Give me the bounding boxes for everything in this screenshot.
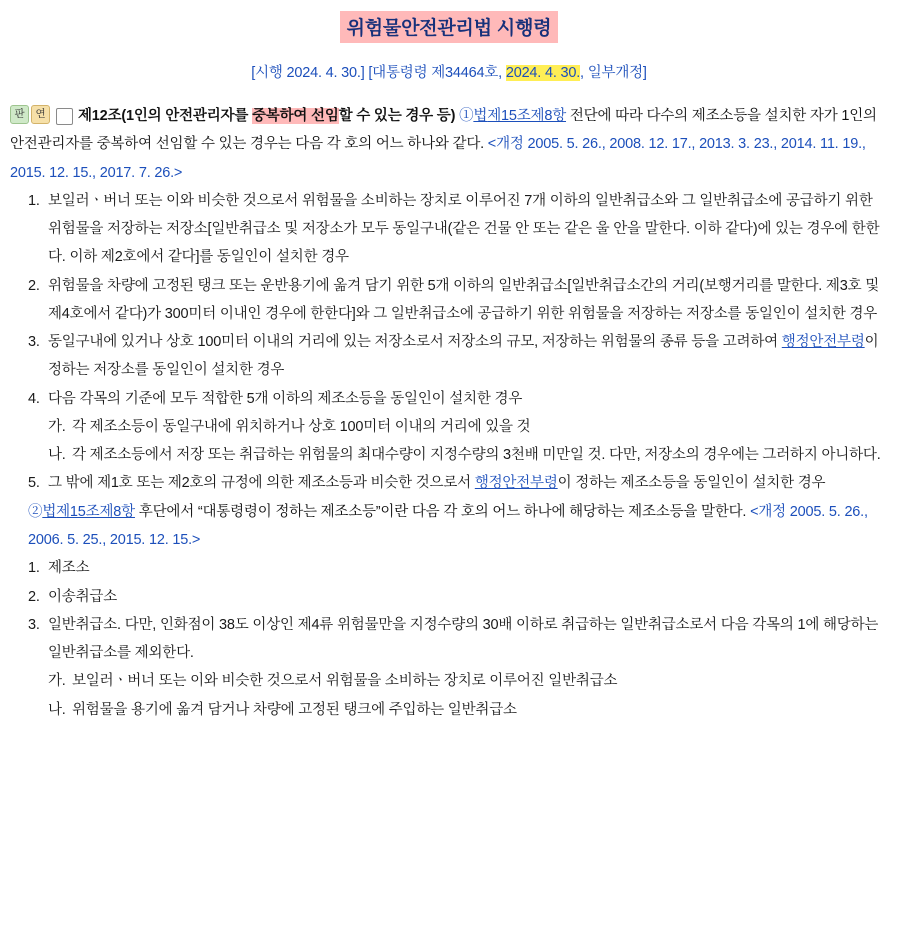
item-text: 제조소 bbox=[48, 560, 90, 577]
page-title: 위험물안전관리법 시행령 bbox=[340, 11, 559, 43]
sub-item-mark: 나. bbox=[48, 447, 66, 464]
item-number: 1. bbox=[28, 560, 40, 577]
precedent-badge-icon[interactable]: 판 bbox=[10, 105, 29, 124]
title-container bbox=[0, 0, 898, 47]
list-item bbox=[10, 328, 888, 385]
item-number: 3. bbox=[28, 616, 40, 633]
sub-item-text: 보일러ㆍ버너 또는 이와 비슷한 것으로서 위험물을 소비하는 장치로 이루어진 일반취급소 bbox=[72, 673, 618, 690]
list-item bbox=[10, 441, 888, 469]
article-title-highlight: 중복하여 선임 bbox=[251, 108, 339, 124]
clause-1-law-link[interactable]: 법 bbox=[473, 108, 488, 124]
clause-1-marker: ① bbox=[459, 108, 474, 124]
clause-2-item-list bbox=[10, 554, 888, 667]
list-item bbox=[10, 413, 888, 441]
item-text: 위험물을 차량에 고정된 탱크 또는 운반용기에 옮겨 담기 위한 5개 이하의 일반취급소[일반취급소간의 거리(보행거리를 말한다. 제3호 및 제4호에서 같다)가 300미터 이내인 경우에 한한다]와 그 일반취급소에 공급하기 위한 위험물을 저장하는 저장소를 동일인이 설치한 경우 bbox=[48, 277, 880, 322]
badge-group bbox=[10, 100, 52, 128]
item-text-before: 그 밖에 제1호 또는 제2호의 규정에 의한 제조소등과 비슷한 것으로서 bbox=[48, 475, 475, 492]
article-title-open: (1인의 안전관리자를 bbox=[121, 108, 252, 124]
item-text-after: 이 정하는 저장소를 동일인이 설치한 경우 bbox=[48, 334, 879, 379]
item-number: 5. bbox=[28, 475, 40, 492]
clause-2-marker: ② bbox=[28, 503, 43, 520]
clause-1-amendment: <개정 2005. 5. 26., 2008. 12. 17., 2013. 3. 23., 2014. 11. 19., 2015. 12. 15., 2017. 7. 26.> bbox=[10, 136, 866, 181]
clause-1-item-list-cont bbox=[10, 469, 888, 497]
ministry-ordinance-link[interactable]: 행정안전부령 bbox=[474, 475, 558, 492]
meta-prefix: [시행 2024. 4. 30.] [대통령령 제34464호, bbox=[251, 65, 506, 81]
sub-item-text: 각 제조소등이 동일구내에 위치하거나 상호 100미터 이내의 거리에 있을 것 bbox=[72, 418, 531, 435]
list-item bbox=[10, 554, 888, 582]
item-text-before: 동일구내에 있거나 상호 100미터 이내의 거리에 있는 저장소로서 저장소의 규모, 저장하는 위험물의 종류 등을 고려하여 bbox=[48, 334, 782, 351]
list-item bbox=[10, 469, 888, 497]
enforcement-meta bbox=[0, 47, 898, 100]
clause-2-text: 후단에서 “대통령령이 정하는 제조소등”이란 다음 각 호의 어느 하나에 해당하는 제조소등을 말한다. bbox=[134, 503, 751, 520]
meta-highlight-date: 2024. 4. 30. bbox=[505, 65, 581, 81]
item-number: 2. bbox=[28, 588, 40, 605]
clause-1-article-link[interactable]: 제15조제8항 bbox=[487, 108, 567, 124]
item-4-sub-list bbox=[10, 413, 888, 470]
list-item bbox=[10, 385, 888, 413]
sub-item-text: 각 제조소등에서 저장 또는 취급하는 위험물의 최대수량이 지정수량의 3천배 미만일 것. 다만, 저장소의 경우에는 그러하지 아니하다. bbox=[72, 447, 881, 464]
meta-suffix: , 일부개정] bbox=[580, 65, 647, 81]
related-badge-icon[interactable]: 연 bbox=[31, 105, 50, 124]
sub-item-mark: 가. bbox=[48, 673, 66, 690]
clause-2-paragraph bbox=[10, 498, 888, 555]
item-text: 이송취급소 bbox=[48, 588, 118, 605]
list-item bbox=[10, 583, 888, 611]
item-text: 보일러ㆍ버너 또는 이와 비슷한 것으로서 위험물을 소비하는 장치로 이루어진 7개 이하의 일반취급소와 그 일반취급소에 공급하기 위한 위험물을 저장하는 저장소[일반취급소 및 저장소가 모두 동일구내(같은 건물 안 또는 같은 울 안을 말한다. 이하 같다)에 있는 경우에 한한다. 이하 제2호에서 같다]를 동일인이 설치한 경우 bbox=[48, 192, 880, 266]
item-3-sub-list bbox=[10, 667, 888, 724]
clause-2-article-link[interactable]: 제15조제8항 bbox=[56, 503, 135, 520]
sub-item-mark: 나. bbox=[48, 701, 66, 718]
list-item bbox=[10, 272, 888, 329]
list-item bbox=[10, 696, 888, 724]
article-checkbox[interactable] bbox=[56, 108, 73, 125]
list-item bbox=[10, 187, 888, 272]
article-title-close: 할 수 있는 경우 등) bbox=[338, 108, 456, 124]
list-item bbox=[10, 611, 888, 668]
clause-2-amendment: <개정 2005. 5. 26., 2006. 5. 25., 2015. 12. 15.> bbox=[28, 503, 868, 548]
clause-1-text: 전단에 따라 다수의 제조소등을 설치한 자가 1인의 안전관리자를 중복하여 선임할 수 있는 경우는 다음 각 호의 어느 하나와 같다. bbox=[10, 108, 877, 153]
item-number: 3. bbox=[28, 334, 40, 351]
item-text-after: 이 정하는 제조소등을 동일인이 설치한 경우 bbox=[557, 475, 826, 492]
list-item bbox=[10, 667, 888, 695]
article-number: 제12조 bbox=[78, 108, 122, 124]
item-text: 다음 각목의 기준에 모두 적합한 5개 이하의 제조소등을 동일인이 설치한 경우 bbox=[48, 390, 523, 407]
article-heading bbox=[10, 100, 888, 187]
clause-2-law-link[interactable]: 법 bbox=[42, 503, 57, 520]
sub-item-mark: 가. bbox=[48, 418, 66, 435]
item-number: 1. bbox=[28, 192, 40, 209]
item-number: 4. bbox=[28, 390, 40, 407]
ministry-ordinance-link[interactable]: 행정안전부령 bbox=[781, 334, 865, 351]
sub-item-text: 위험물을 용기에 옮겨 담거나 차량에 고정된 탱크에 주입하는 일반취급소 bbox=[72, 701, 517, 718]
clause-1-item-list bbox=[10, 187, 888, 413]
item-number: 2. bbox=[28, 277, 40, 294]
item-text: 일반취급소. 다만, 인화점이 38도 이상인 제4류 위험물만을 지정수량의 30배 이하로 취급하는 일반취급소로서 다음 각목의 1에 해당하는 일반취급소를 제외한다. bbox=[48, 616, 879, 662]
article-12 bbox=[0, 100, 898, 724]
